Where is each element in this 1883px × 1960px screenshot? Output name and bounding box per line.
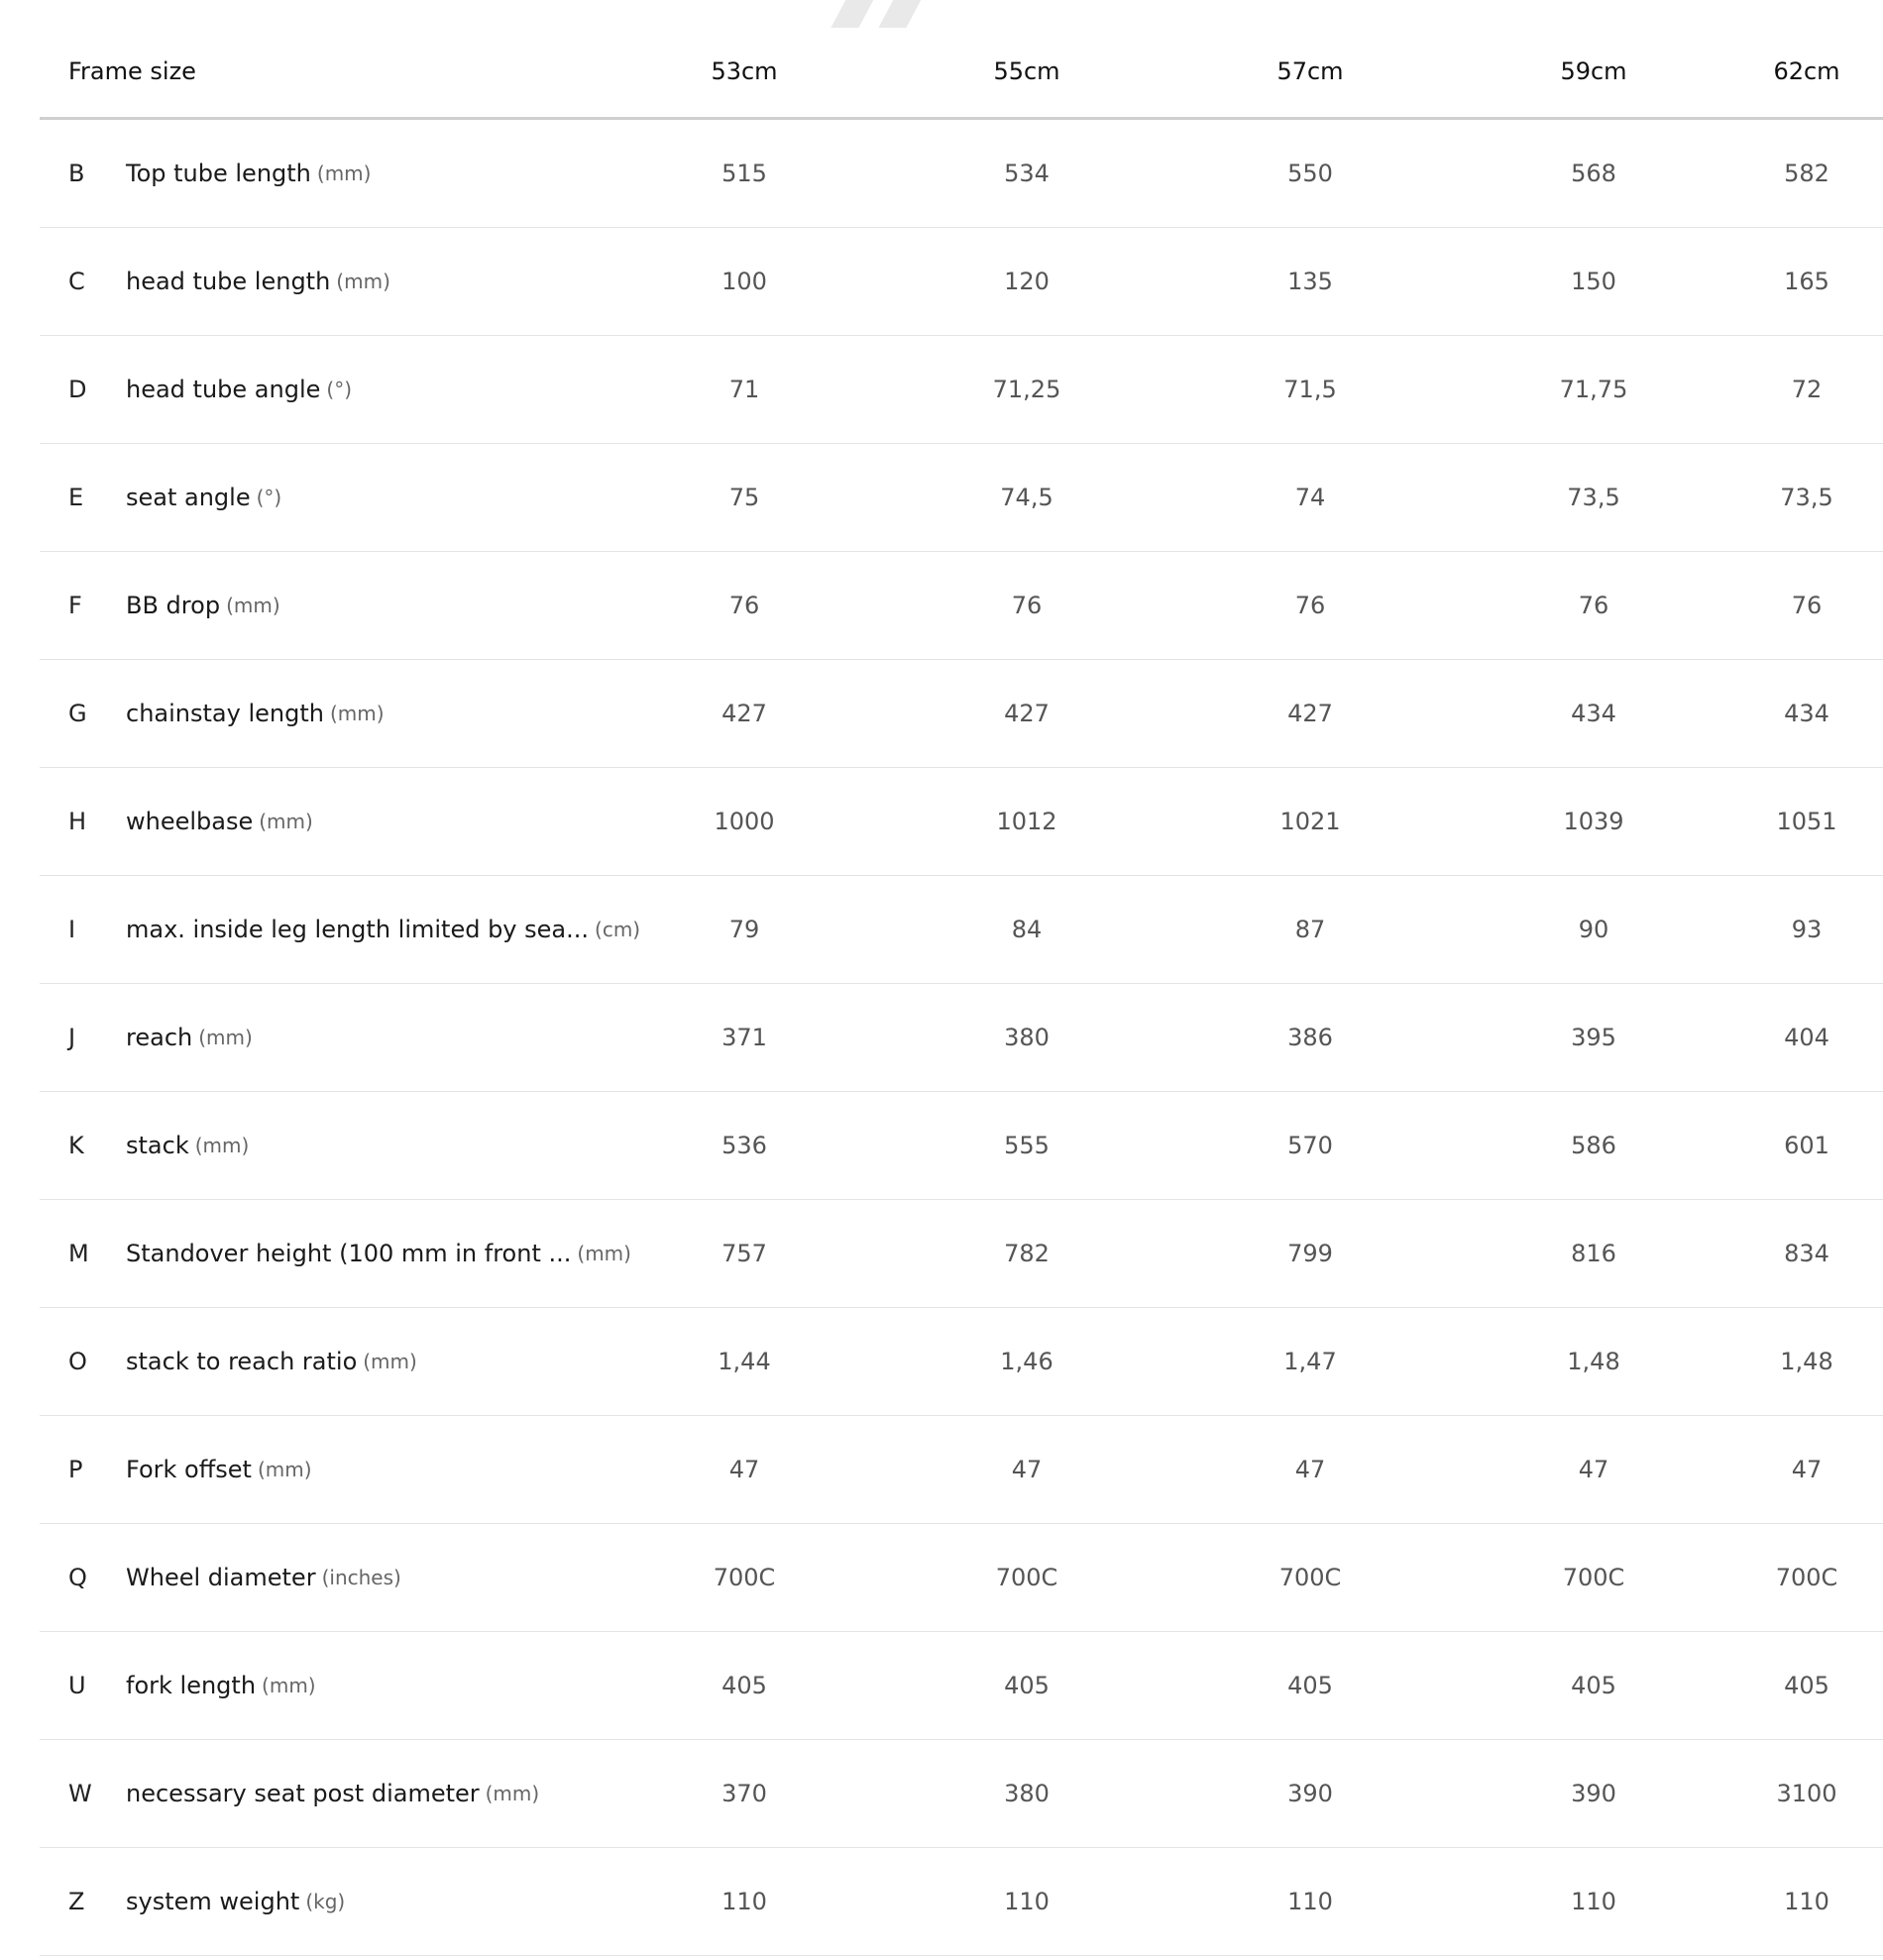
table-cell: 386 [1287,1024,1333,1051]
table-row [40,984,1883,1092]
row-letter: G [68,700,87,727]
table-cell: 757 [721,1240,767,1267]
table-row [40,1308,1883,1416]
table-row [40,876,1883,984]
row-unit: (cm) [595,918,641,941]
table-cell: 405 [721,1672,767,1699]
table-cell: 72 [1791,376,1823,403]
row-label-cell [126,1740,539,1847]
row-letter: E [68,484,84,511]
row-label-cell [126,1848,345,1955]
row-label-cell [126,1308,417,1415]
table-cell: 1,46 [1000,1348,1053,1375]
table-row [40,660,1883,768]
row-unit: (mm) [336,270,390,293]
row-label: reach [126,1024,193,1051]
table-row [40,1740,1883,1848]
row-label: chainstay length [126,700,324,727]
row-label: wheelbase [126,808,254,835]
table-cell: 100 [721,268,767,295]
table-cell: 370 [721,1780,767,1807]
row-unit: (°) [326,378,352,401]
row-unit: (mm) [262,1674,316,1697]
table-cell: 74 [1294,484,1326,511]
row-label-cell [126,876,640,983]
table-cell: 110 [1784,1888,1829,1915]
table-cell: 799 [1287,1240,1333,1267]
row-letter: Z [68,1888,85,1915]
row-letter: B [68,160,85,187]
table-cell: 76 [728,592,760,619]
row-label: Fork offset [126,1456,252,1483]
table-cell: 75 [728,484,760,511]
table-cell: 90 [1578,916,1609,943]
row-label-cell [126,768,313,875]
table-cell: 110 [1571,1888,1616,1915]
table-cell: 582 [1784,160,1829,187]
row-label: Wheel diameter [126,1564,316,1591]
row-unit: (mm) [485,1782,540,1805]
row-label-cell [126,1632,316,1739]
table-cell: 700C [1775,1564,1838,1591]
row-label: stack [126,1132,189,1159]
table-row [40,336,1883,444]
row-label-cell [126,444,281,551]
size-column-header[interactable]: 62cm [1773,57,1840,85]
table-cell: 434 [1571,700,1616,727]
table-cell: 93 [1791,916,1823,943]
table-cell: 405 [1571,1672,1616,1699]
size-column-header[interactable]: 57cm [1276,57,1344,85]
table-cell: 71,5 [1283,376,1337,403]
row-label-cell [126,1524,401,1631]
row-label-cell [126,984,253,1091]
row-label-cell [126,1416,312,1523]
table-cell: 405 [1004,1672,1050,1699]
row-label: head tube length [126,268,331,295]
row-label: Top tube length [126,160,311,187]
table-cell: 568 [1571,160,1616,187]
table-cell: 110 [721,1888,767,1915]
table-cell: 71 [728,376,760,403]
table-cell: 1051 [1776,808,1837,835]
table-cell: 47 [728,1456,760,1483]
table-cell: 700C [1562,1564,1625,1591]
table-row [40,1848,1883,1956]
table-row [40,768,1883,876]
row-unit: (mm) [226,594,280,617]
table-cell: 555 [1004,1132,1050,1159]
table-cell: 816 [1571,1240,1616,1267]
table-cell: 87 [1294,916,1326,943]
table-cell: 427 [721,700,767,727]
row-label-cell [126,660,385,767]
row-unit: (mm) [257,1458,312,1481]
row-unit: (mm) [316,162,372,185]
table-cell: 380 [1004,1780,1050,1807]
row-label-cell [126,336,352,443]
table-cell: 73,5 [1567,484,1620,511]
table-cell: 150 [1571,268,1616,295]
table-row [40,1416,1883,1524]
table-cell: 395 [1571,1024,1616,1051]
table-cell: 47 [1791,1456,1823,1483]
table-cell: 73,5 [1780,484,1833,511]
table-cell: 782 [1004,1240,1050,1267]
table-cell: 1012 [996,808,1057,835]
row-letter: Q [68,1564,87,1591]
table-cell: 434 [1784,700,1829,727]
table-cell: 165 [1784,268,1829,295]
table-row [40,1632,1883,1740]
frame-size-heading: Frame size [68,57,196,85]
table-cell: 570 [1287,1132,1333,1159]
table-cell: 71,25 [992,376,1061,403]
row-letter: P [68,1456,83,1483]
table-cell: 76 [1578,592,1609,619]
table-cell: 371 [721,1024,767,1051]
row-label: Standover height (100 mm in front ... [126,1240,572,1267]
row-label: fork length [126,1672,257,1699]
table-cell: 390 [1571,1780,1616,1807]
table-cell: 1039 [1563,808,1624,835]
table-cell: 110 [1004,1888,1050,1915]
row-label: head tube angle [126,376,321,403]
table-cell: 405 [1784,1672,1829,1699]
row-unit: (inches) [321,1566,401,1589]
row-unit: (°) [256,486,282,509]
row-label-cell [126,120,371,227]
row-unit: (kg) [305,1890,346,1913]
table-cell: 405 [1287,1672,1333,1699]
row-unit: (mm) [194,1134,250,1157]
table-cell: 76 [1011,592,1043,619]
row-letter: W [68,1780,92,1807]
table-cell: 71,75 [1559,376,1628,403]
table-row [40,228,1883,336]
table-row [40,1200,1883,1308]
row-unit: (mm) [259,810,313,833]
row-letter: H [68,808,87,835]
table-cell: 1,44 [718,1348,771,1375]
size-column-header[interactable]: 53cm [711,57,778,85]
table-cell: 47 [1578,1456,1609,1483]
table-cell: 427 [1004,700,1050,727]
table-cell: 601 [1784,1132,1829,1159]
geometry-table [40,0,1883,1956]
table-cell: 536 [721,1132,767,1159]
row-unit: (mm) [198,1026,253,1049]
table-cell: 84 [1011,916,1043,943]
row-letter: K [68,1132,84,1159]
table-cell: 427 [1287,700,1333,727]
row-label: seat angle [126,484,251,511]
row-label: BB drop [126,592,221,619]
table-body [40,120,1883,1956]
table-cell: 76 [1294,592,1326,619]
row-letter: I [68,916,76,943]
table-cell: 1,48 [1780,1348,1833,1375]
row-label: stack to reach ratio [126,1348,358,1375]
table-cell: 700C [1278,1564,1342,1591]
table-cell: 700C [713,1564,776,1591]
table-cell: 515 [721,160,767,187]
table-cell: 1,47 [1283,1348,1337,1375]
row-letter: M [68,1240,89,1267]
table-cell: 135 [1287,268,1333,295]
row-letter: D [68,376,87,403]
table-cell: 404 [1784,1024,1829,1051]
table-cell: 380 [1004,1024,1050,1051]
table-cell: 390 [1287,1780,1333,1807]
row-letter: F [68,592,82,619]
row-letter: J [68,1024,76,1051]
table-cell: 1000 [714,808,775,835]
table-cell: 550 [1287,160,1333,187]
row-unit: (mm) [363,1350,417,1373]
table-header-row [40,0,1883,120]
row-letter: O [68,1348,87,1375]
table-cell: 834 [1784,1240,1829,1267]
table-cell: 1,48 [1567,1348,1620,1375]
row-letter: U [68,1672,86,1699]
row-label: system weight [126,1888,300,1915]
table-cell: 79 [728,916,760,943]
table-cell: 534 [1004,160,1050,187]
row-letter: C [68,268,85,295]
table-row [40,444,1883,552]
table-cell: 110 [1287,1888,1333,1915]
table-row [40,120,1883,228]
row-label-cell [126,228,390,335]
row-label-cell [126,552,280,659]
table-cell: 47 [1011,1456,1043,1483]
row-unit: (mm) [577,1242,631,1265]
table-cell: 1021 [1279,808,1341,835]
table-row [40,552,1883,660]
table-cell: 76 [1791,592,1823,619]
table-row [40,1092,1883,1200]
table-cell: 47 [1294,1456,1326,1483]
size-column-header[interactable]: 59cm [1560,57,1627,85]
row-unit: (mm) [329,702,385,725]
table-cell: 120 [1004,268,1050,295]
table-cell: 74,5 [1000,484,1053,511]
row-label: max. inside leg length limited by sea... [126,916,590,943]
table-cell: 586 [1571,1132,1616,1159]
row-label: necessary seat post diameter [126,1780,480,1807]
table-cell: 3100 [1776,1780,1837,1807]
row-label-cell [126,1092,249,1199]
table-cell: 700C [995,1564,1058,1591]
row-label-cell [126,1200,631,1307]
table-row [40,1524,1883,1632]
size-column-header[interactable]: 55cm [993,57,1060,85]
